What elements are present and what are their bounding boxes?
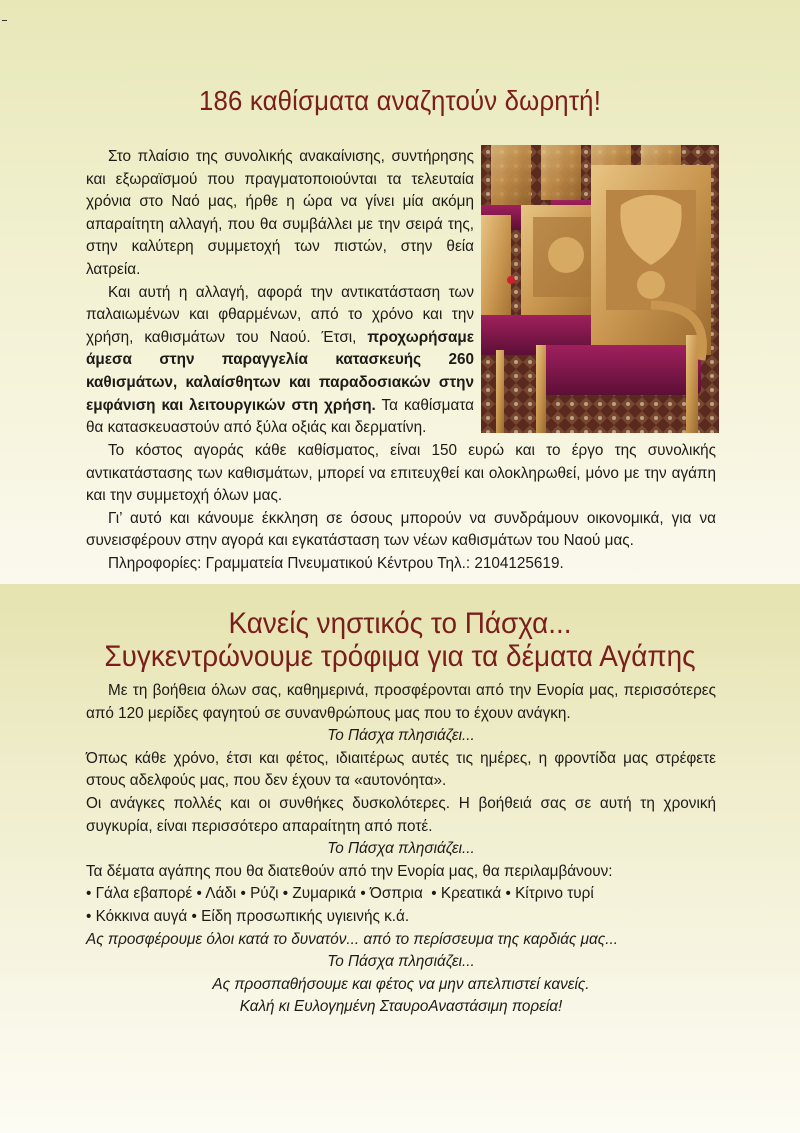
item: Ζυμαρικά (292, 885, 357, 903)
items-list-row-2: • Κόκκινα αυγά • Είδη προσωπικής υγιεινής κ.ά. (86, 907, 410, 925)
article-seats-text-full (86, 440, 716, 576)
article-easter-paragraph-1: Με τη βοήθεια όλων σας, καθημερινά, προσφέρονται από την Ενορία μας, περισσότερες από 120 μερίδες φαγητού σε συνανθρώπους μας που το έχουν ανάγκη. (86, 682, 716, 722)
article-easter-title (28, 607, 772, 673)
article-easter-paragraph-4: Τα δέματα αγάπης που θα διατεθούν από την Ενορία μας, θα περιλαμβάνουν: (86, 862, 613, 880)
article-seats-text (86, 146, 474, 440)
article-seats-paragraph-3: Το κόστος αγοράς κάθε καθίσματος, είναι 150 ευρώ και το έργο της συνολικής αντικατάστασης των καθισμάτων, μπορεί να επιτευχθεί και ολοκληρωθεί, μόνο με την αγάπη και την συμμετοχή όλων μας. (86, 442, 716, 505)
article-seats-paragraph-1: Στο πλαίσιο της συνολικής ανακαίνισης, συντήρησης και εξωραϊσμού που πραγματοποιούνται τα τελευταία χρόνια στο Ναό μας, ήρθε η ώρα να γίνει μία ακόμη απαραίτητη αλλαγή, που θα συμβάλλει με την σειρά της, στην καλύτερη συμμετοχή των πιστών, στην θεία λατρεία. (86, 148, 474, 278)
item: Κρεατικά (440, 885, 502, 903)
refrain-3: Το Πάσχα πλησιάζει... (327, 953, 475, 971)
article-easter-text (86, 680, 716, 1019)
paragraph-2-end: Τα καθίσματα θα κατασκευαστούν από ξύλα οξιάς και δερματίνη. (86, 396, 474, 437)
item: Είδη προσωπικής υγιεινής κ.ά. (201, 907, 410, 925)
item: Όσπρια (370, 885, 423, 903)
article-easter-title-line-1: Κανείς νηστικός το Πάσχα... (228, 607, 572, 640)
refrain-1: Το Πάσχα πλησιάζει... (327, 727, 475, 745)
crop-mark (2, 20, 7, 21)
church-chairs-photo (481, 145, 719, 433)
paragraph-2-start: Και αυτή η αλλαγή, αφορά την αντικατάσταση των παλαιωμένων και φθαρμένων, από το χρόνο και την χρήση, καθισμάτων του Ναού. Έτσι, (86, 283, 474, 346)
item: Κόκκινα αυγά (95, 907, 188, 925)
item: Ρύζι (250, 885, 279, 903)
article-seats-paragraph-2 (86, 282, 474, 440)
article-easter-paragraph-3: Οι ανάγκες πολλές και οι συνθήκες δυσκολότερες. Η βοήθειά σας σε αυτή τη χρονική συγκυρία, είναι περισσότερο απαραίτητη από ποτέ. (86, 794, 716, 835)
article-seats-paragraph-4: Γι’ αυτό και κάνουμε έκκληση σε όσους μπορούν να συνδράμουν οικονομικά, για να συνεισφέρουν στην αγορά και εγκατάσταση των νέων καθισμάτων του Ναού μας. (86, 509, 716, 550)
article-seats-contact: Πληροφορίες: Γραμματεία Πνευματικού Κέντρου Τηλ.: 2104125619. (108, 554, 564, 572)
closing-line-2: Καλή κι Ευλογημένη ΣταυροΑναστάσιμη πορεία! (239, 998, 563, 1016)
item: Λάδι (205, 885, 237, 903)
article-easter-paragraph-2: Όπως κάθε χρόνο, έτσι και φέτος, ιδιαιτέρως αυτές τις ημέρες, η φροντίδα μας στρέφετε στους αδελφούς μας, που δεν έχουν τα «αυτονόητα». (86, 749, 716, 790)
item: Γάλα εβαπορέ (95, 885, 193, 903)
article-seats-title: 186 καθίσματα αναζητούν δωρητή! (198, 85, 602, 116)
article-easter-paragraph-5: Ας προσφέρουμε όλοι κατά το δυνατόν... από το περίσσευμα της καρδιάς μας... (86, 930, 618, 948)
item: Κίτρινο τυρί (515, 885, 594, 903)
closing-line-1: Ας προσπαθήσουμε και φέτος να μην απελπιστεί κανείς. (212, 975, 590, 993)
article-easter-title-line-2: Συγκεντρώνουμε τρόφιμα για τα δέματα Αγάπης (104, 640, 696, 673)
refrain-2: Το Πάσχα πλησιάζει... (327, 840, 475, 858)
paragraph-2-bold: προχωρήσαμε άμεσα στην παραγγελία κατασκευής 260 καθισμάτων, καλαίσθητων και παραδοσιακών στην εμφάνιση και λειτουργικών στη χρήση. (86, 328, 474, 414)
items-list-row-1: • Γάλα εβαπορέ • Λάδι • Ρύζι • Ζυμαρικά • Όσπρια • Κρεατικά • Κίτρινο τυρί (86, 885, 594, 903)
